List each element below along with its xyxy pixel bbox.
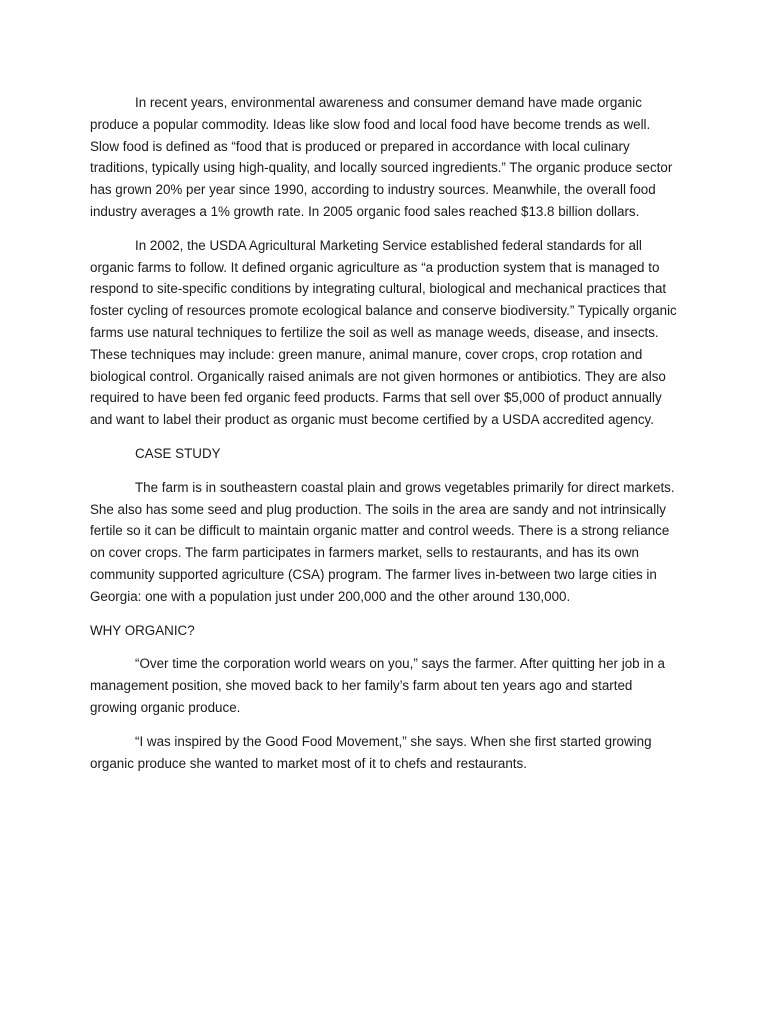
paragraph-good-food-movement: “I was inspired by the Good Food Movement,” she says. When she first started growing organic produce she wanted to market most of it to chefs and restaurants.: [90, 733, 652, 771]
paragraph-farm-description: The farm is in southeastern coastal plain and grows vegetables primarily for direct markets. She also has some seed and plug production. The soils in the area are sandy and not intrinsically fertile so it can be difficult to maintain organic matter and control weeds. There is a strong reliance on cover crops. The farm participates in farmers market, sells to restaurants, and has its own community supported agriculture (CSA) program. The farmer lives in-between two large cities in Georgia: one with a population just under 200,000 and the other around 130,000.: [90, 479, 675, 604]
paragraph-usda-standards: In 2002, the USDA Agricultural Marketing Service established federal standards for all organic farms to follow. It defined organic agriculture as “a production system that is managed to respond to site-specific conditions by integrating cultural, biological and mechanical practices that foster cycling of resources promote ecological balance and conserve biodiversity.” Typically organic farms use natural techniques to fertilize the soil as well as manage weeds, disease, and insects. These techniques may include: green manure, animal manure, cover crops, crop rotation and biological control. Organically raised animals are not given hormones or antibiotics. They are also required to have been fed organic feed products. Farms that sell over $5,000 of product annually and want to label their product as organic must become certified by a USDA accredited agency.: [90, 237, 677, 428]
heading-why-organic: WHY ORGANIC?: [90, 622, 195, 638]
paragraph-intro: In recent years, environmental awareness and consumer demand have made organic produce a popular commodity. Ideas like slow food and local food have become trends as well. Slow food is defined as “food that is produced or prepared in accordance with local culinary traditions, typically using high-quality, and locally sourced ingredients.” The organic produce sector has grown 20% per year since 1990, according to industry sources. Meanwhile, the overall food industry averages a 1% growth rate. In 2005 organic food sales reached $13.8 billion dollars.: [90, 95, 673, 219]
document-page: [90, 92, 680, 786]
paragraph-farmer-quote: “Over time the corporation world wears on you,” says the farmer. After quitting her job in a management position, she moved back to her family’s farm about ten years ago and started growing organic produce.: [90, 656, 665, 715]
heading-case-study: CASE STUDY: [135, 445, 221, 461]
